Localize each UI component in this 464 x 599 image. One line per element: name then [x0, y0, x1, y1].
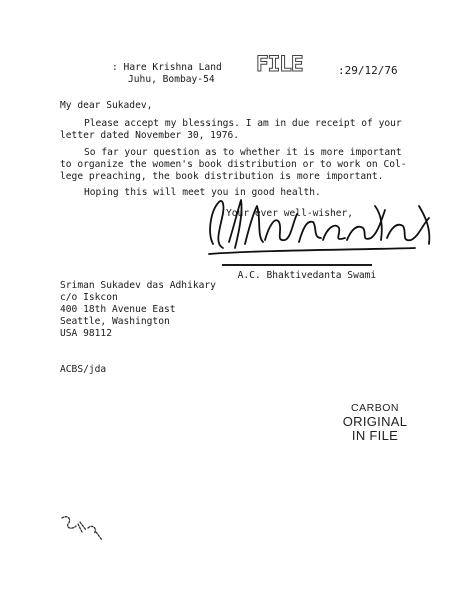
reference-initials: ACBS/jda: [60, 364, 107, 375]
body-paragraph-2-line-1: So far your question as to whether it is more important: [84, 147, 402, 158]
salutation: My dear Sukadev,: [60, 100, 153, 111]
sender-address-line2: Juhu, Bombay-54: [128, 74, 215, 85]
printed-name: [226, 258, 376, 282]
handwritten-signature: [205, 192, 445, 267]
closing-line: Your ever well-wisher,: [226, 208, 354, 219]
recipient-name: Sriman Sukadev das Adhikary: [60, 280, 216, 291]
carbon-stamp-line1: CARBON: [351, 402, 399, 414]
file-stamp: [256, 52, 306, 82]
sender-address-line1: : Hare Krishna Land: [112, 62, 222, 73]
recipient-address-line4: Seattle, Washington: [60, 316, 170, 327]
body-paragraph-1-line-2: letter dated November 30, 1976.: [60, 130, 240, 141]
body-paragraph-1-line-1: Please accept my blessings. I am in due receipt of your: [84, 118, 402, 129]
letter-date: :29/12/76: [338, 64, 398, 77]
body-paragraph-3-line-1: Hoping this will meet you in good health.: [84, 187, 321, 198]
file-stamp-text: FILE: [256, 52, 303, 76]
printed-name-text: A.C. Bhaktivedanta Swami: [237, 270, 377, 281]
body-paragraph-2-line-2: to organize the women's book distribution or to work on Col-: [60, 159, 407, 170]
recipient-address-line5: USA 98112: [60, 328, 112, 339]
carbon-stamp-line2: ORIGINAL: [342, 414, 408, 429]
handwritten-mark: [58, 510, 108, 544]
carbon-stamp-line3: IN FILE: [351, 428, 399, 443]
recipient-address-line2: c/o Iskcon: [60, 292, 118, 303]
body-paragraph-2-line-3: lege preaching, the book distribution is more important.: [60, 171, 384, 182]
printed-name-strikethrough: [222, 264, 372, 266]
recipient-address-line3: 400 18th Avenue East: [60, 304, 176, 315]
